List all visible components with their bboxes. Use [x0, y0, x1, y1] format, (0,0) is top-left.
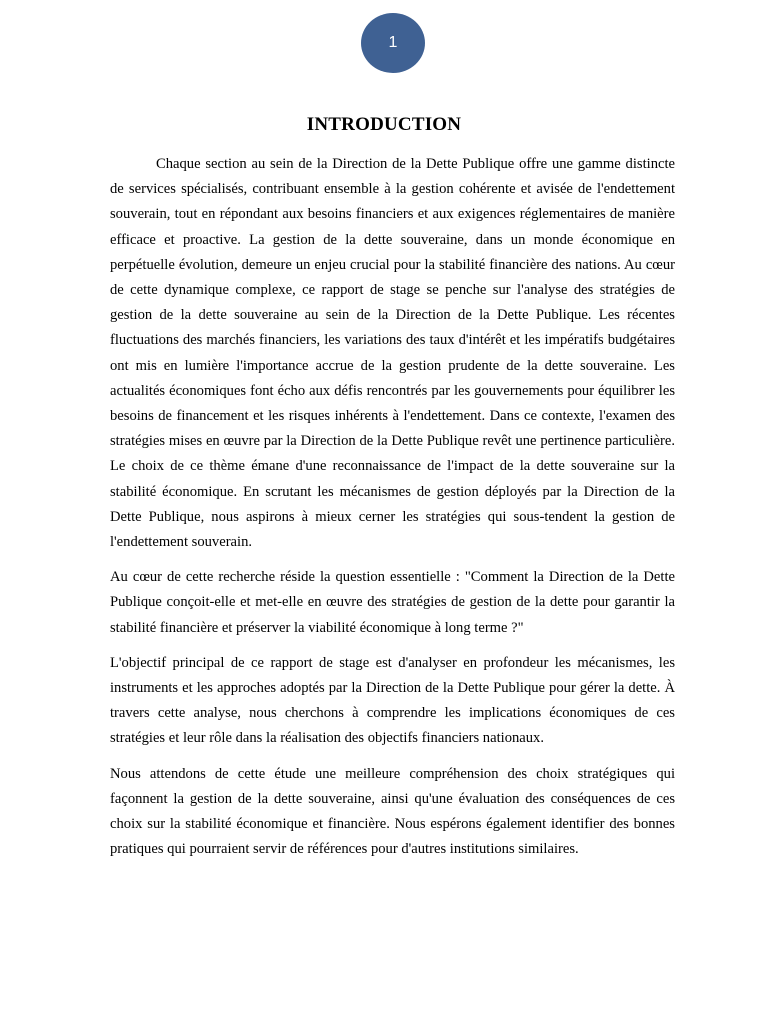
page-number-badge: 1: [361, 13, 425, 73]
section-title: INTRODUCTION: [306, 114, 462, 135]
paragraph-objective: L'objectif principal de ce rapport de stage est d'analyser en profondeur les mécanismes, les instruments et les approches adoptés par la Direction de la Dette Publique pour gérer la dette. À travers cette analyse, nous cherchons à comprendre les implications économiques de ces stratégies et leur rôle dans la réalisation des objectifs financiers nationaux.: [110, 654, 675, 747]
paragraph-research-question: Au cœur de cette recherche réside la question essentielle : "Comment la Direction de la Dette Publique conçoit-elle et met-elle en œuvre des stratégies de gestion de la dette pour garantir la stabilité financière et préserver la viabilité économique à long terme ?": [110, 569, 675, 636]
paragraph-expectations: Nous attendons de cette étude une meilleure compréhension des choix stratégiques qui façonnent la gestion de la dette souveraine, ainsi qu'une évaluation des conséquences de ces choix sur la stabilité économique et financière. Nous espérons également identifier des bonnes pratiques qui pourraient servir de références pour d'autres institutions similaires.: [110, 765, 675, 858]
paragraph-context: Chaque section au sein de la Direction de la Dette Publique offre une gamme distincte de services spécialisés, contribuant ensemble à la gestion cohérente et avisée de l'endettement souverain, tout en répondant aux besoins financiers et aux exigences réglementaires de manière efficace et proactive. La gestion de la dette souveraine, dans un monde économique en perpétuelle évolution, demeure un enjeu crucial pour la stabilité financière des nations. Au cœur de cette dynamique complexe, ce rapport de stage se penche sur l'analyse des stratégies de gestion de la dette souveraine au sein de la Direction de la Dette Publique. Les récentes fluctuations des marchés financiers, les variations des taux d'intérêt et les impératifs budgétaires ont mis en lumière l'importance accrue de la gestion prudente de la dette souveraine. Les actualités économiques font écho aux défis rencontrés par les gouvernements pour équilibrer les besoins de financement et les risques inhérents à l'endettement. Dans ce contexte, l'examen des stratégies mises en œuvre par la Direction de la Dette Publique revêt une pertinence particulière. Le choix de ce thème émane d'une reconnaissance de l'impact de la dette souveraine sur la stabilité économique. En scrutant les mécanismes de gestion déployés par la Direction de la Dette Publique, nous aspirons à mieux cerner les stratégies qui sous-tendent la gestion de l'endettement souverain.: [110, 156, 675, 551]
document-body: [110, 152, 675, 872]
